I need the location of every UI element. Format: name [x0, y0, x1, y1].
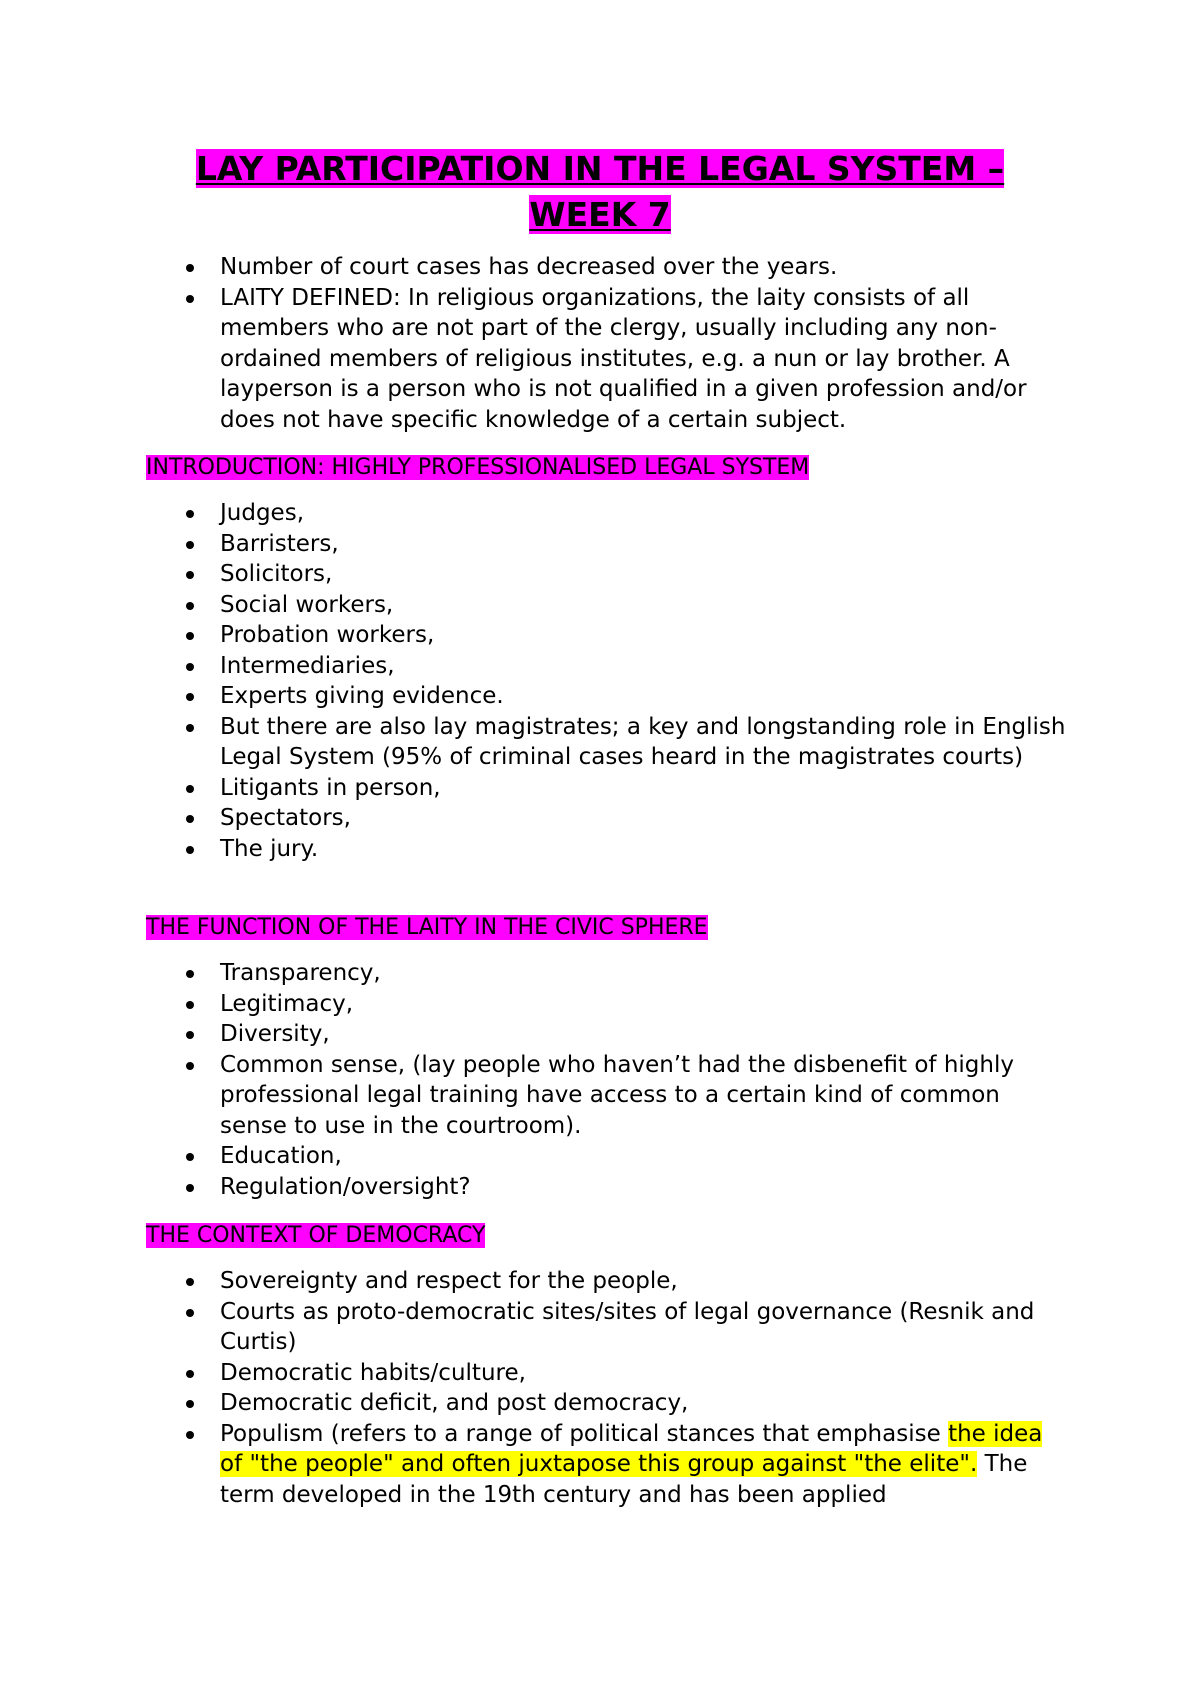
list-item: Litigants in person, [0, 773, 1070, 804]
document-title [140, 146, 1060, 238]
intro-list [0, 252, 1070, 435]
title-line-1: LAY PARTICIPATION IN THE LEGAL SYSTEM – [195, 149, 1005, 188]
list-item: Spectators, [0, 803, 1070, 834]
list-item: Diversity, [0, 1019, 1070, 1050]
list-item: Social workers, [0, 590, 1070, 621]
function-list [0, 958, 1070, 1202]
list-item: Education, [0, 1141, 1070, 1172]
section-heading-function: THE FUNCTION OF THE LAITY IN THE CIVIC SPHERE [146, 915, 708, 940]
list-item: Judges, [0, 498, 1070, 529]
list-item: Intermediaries, [0, 651, 1070, 682]
democracy-list [0, 1266, 1070, 1510]
list-item: Barristers, [0, 529, 1070, 560]
list-item: Probation workers, [0, 620, 1070, 651]
section-heading-introduction: INTRODUCTION: HIGHLY PROFESSIONALISED LEGAL SYSTEM [146, 455, 810, 480]
list-item: Number of court cases has decreased over the years. [0, 252, 1070, 283]
section-heading-democracy: THE CONTEXT OF DEMOCRACY [146, 1223, 486, 1248]
list-item: Democratic deficit, and post democracy, [0, 1388, 1070, 1419]
list-item: The jury. [0, 834, 1070, 865]
title-line-2: WEEK 7 [529, 195, 671, 234]
list-item: Experts giving evidence. [0, 681, 1070, 712]
list-item: But there are also lay magistrates; a key and longstanding role in English Legal System (95% of criminal cases heard in the magistrates courts) [0, 712, 1070, 773]
professionals-list [0, 498, 1070, 864]
list-item: LAITY DEFINED: In religious organizations, the laity consists of all members who are not part of the clergy, usually including any non-ordained members of religious institutes, e.g. a nun or lay brother. A layperson is a person who is not qualified in a given profession and/or does not have specific knowledge of a certain subject. [0, 283, 1070, 436]
list-item: Regulation/oversight? [0, 1172, 1070, 1203]
list-item-populism: Populism (refers to a range of political stances that emphasise the idea of "the people" and often juxtapose this group against "the elite". The term developed in the 19th century and has been applied [0, 1419, 1070, 1511]
list-item: Legitimacy, [0, 989, 1070, 1020]
list-item: Courts as proto-democratic sites/sites of legal governance (Resnik and Curtis) [0, 1297, 1070, 1358]
highlighted-text: the idea of "the people" and often juxtapose this group against "the elite". [220, 1420, 1043, 1477]
list-item: Sovereignty and respect for the people, [0, 1266, 1070, 1297]
list-item: Democratic habits/culture, [0, 1358, 1070, 1389]
list-item: Transparency, [0, 958, 1070, 989]
list-item: Solicitors, [0, 559, 1070, 590]
list-item: Common sense, (lay people who haven’t had the disbenefit of highly professional legal training have access to a certain kind of common sense to use in the courtroom). [0, 1050, 1070, 1142]
